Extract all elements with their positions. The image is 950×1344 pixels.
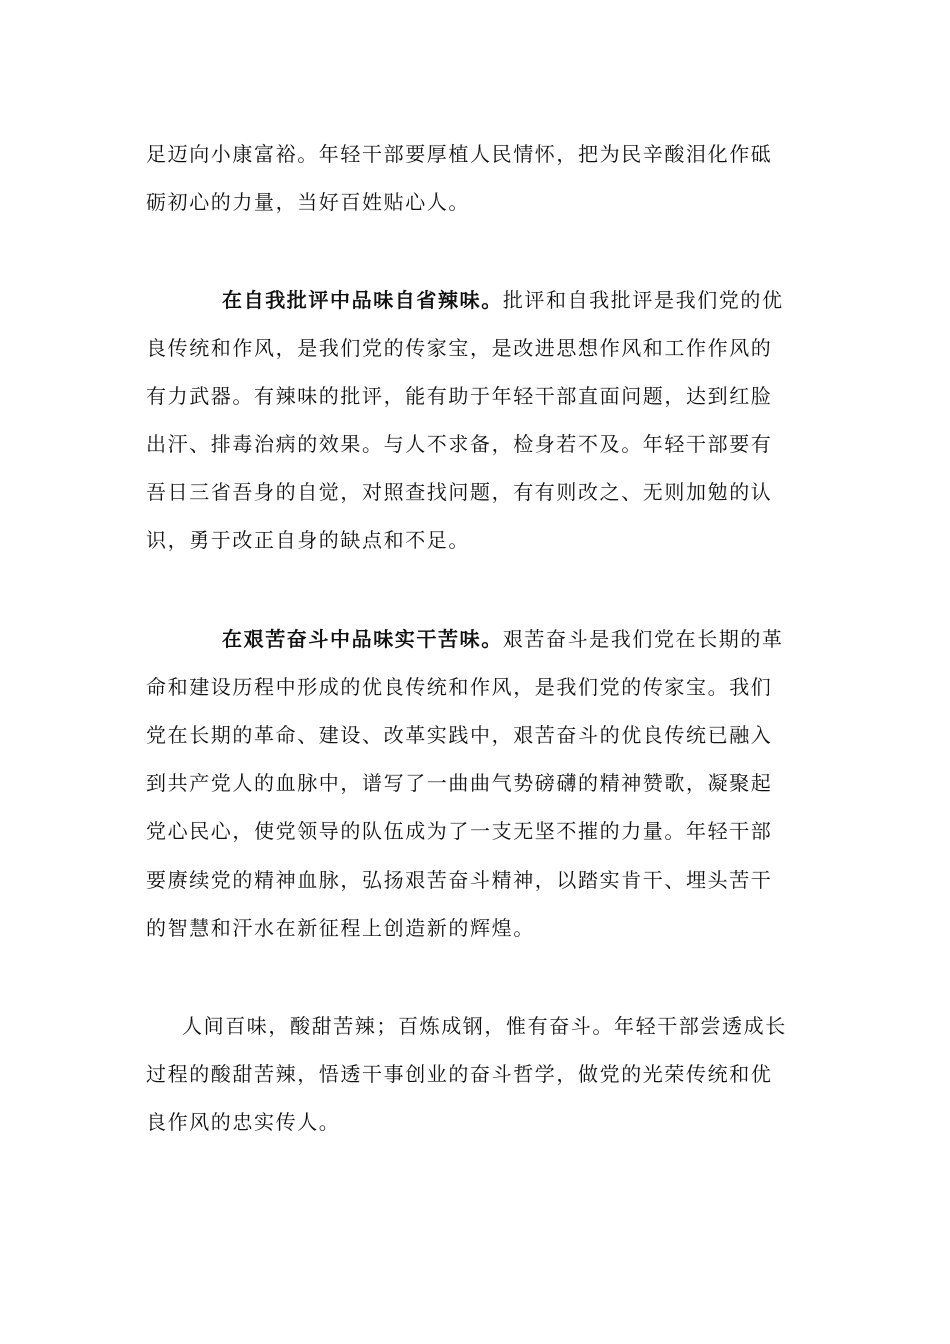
paragraph-line: 良作风的忠实传人。 — [146, 1110, 341, 1134]
paragraph-line: 吾日三省吾身的自觉，对照查找问题，有有则改之、无则加勉的认 — [146, 480, 773, 504]
paragraph-line: 砺初心的力量，当好百姓贴心人。 — [146, 190, 470, 214]
section-heading: 在艰苦奋斗中品味实干苦味。 — [222, 627, 503, 651]
paragraph-line: 有力武器。有辣味的批评，能有助于年轻干部直面问题，达到红脸 — [146, 384, 773, 408]
paragraph-line: 识，勇于改正自身的缺点和不足。 — [146, 528, 470, 552]
paragraph-line: 要赓续党的精神血脉，弘扬艰苦奋斗精神，以踏实肯干、埋头苦干 — [146, 868, 773, 892]
paragraph-line: 过程的酸甜苦辣，悟透干事创业的奋斗哲学，做党的光荣传统和优 — [146, 1062, 773, 1086]
paragraph-line: 命和建设历程中形成的优良传统和作风，是我们党的传家宝。我们 — [146, 675, 773, 699]
section-heading: 在自我批评中品味自省辣味。 — [222, 288, 503, 312]
paragraph-text: 批评和自我批评是我们党的优 — [502, 288, 784, 312]
paragraph-first-line — [222, 286, 784, 314]
paragraph-line: 足迈向小康富裕。年轻干部要厚植人民情怀，把为民辛酸泪化作砥 — [146, 142, 773, 166]
paragraph-line: 到共产党人的血脉中，谱写了一曲曲气势磅礴的精神赞歌，凝聚起 — [146, 771, 773, 795]
paragraph-first-line: 人间百味，酸甜苦辣；百炼成钢，惟有奋斗。年轻干部尝透成长 — [182, 1014, 787, 1038]
paragraph-text: 艰苦奋斗是我们党在长期的革 — [502, 627, 784, 651]
paragraph-line: 党在长期的革命、建设、改革实践中，艰苦奋斗的优良传统已融入 — [146, 723, 773, 747]
paragraph-line: 良传统和作风，是我们党的传家宝，是改进思想作风和工作作风的 — [146, 336, 773, 360]
paragraph-line: 的智慧和汗水在新征程上创造新的辉煌。 — [146, 916, 535, 940]
paragraph-first-line — [222, 625, 784, 653]
paragraph-line: 党心民心，使党领导的队伍成为了一支无坚不摧的力量。年轻干部 — [146, 819, 773, 843]
paragraph-line: 出汗、排毒治病的效果。与人不求备，检身若不及。年轻干部要有 — [146, 432, 773, 456]
